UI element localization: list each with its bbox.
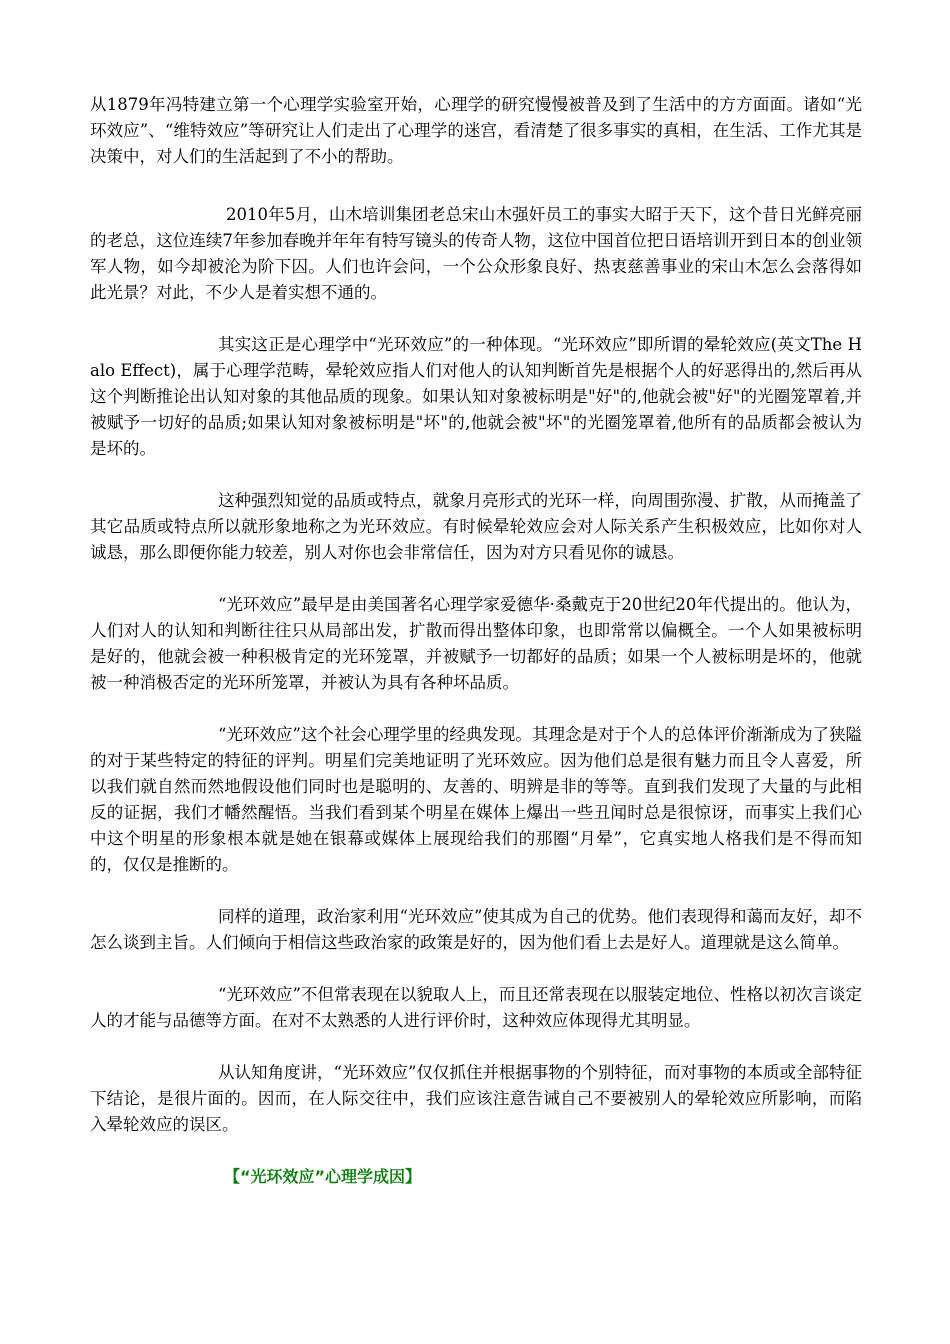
paragraph-halo-definition: 其实这正是心理学中“光环效应”的一种体现。“光环效应”即所谓的晕轮效应(英文The Halo Effect)，属于心理学范畴，晕轮效应指人们对他人的认知判断首先是根据个人的好恶得出的,然后再从这个判断推论出认知对象的其他品质的现象。如果认知对象被标明是"好"的,他就会被"好"的光圈笼罩着,并被赋予一切好的品质;如果认知对象被标明是"坏"的,他就会被"坏"的光圈笼罩着,他所有的品质都会被认为是坏的。	[90, 335, 862, 458]
paragraph-politicians: 同样的道理，政治家利用“光环效应”使其成为自己的优势。他们表现得和蔼而友好，却不怎么谈到主旨。人们倾向于相信这些政治家的政策是好的，因为他们看上去是好人。道理就是这么简单。	[90, 907, 862, 952]
paragraph-song-shanmu: 2010年5月，山木培训集团老总宋山木强奸员工的事实大昭于天下，这个昔日光鲜亮丽的老总，这位连续7年参加春晚并年年有特写镜头的传奇人物，这位中国首位把日语培训开到日本的创业领军人物，如今却被沦为阶下囚。人们也许会问，一个公众形象良好、热衷慈善事业的宋山木怎么会落得如此光景？对此，不少人是着实想不通的。	[90, 205, 862, 302]
paragraph-appearance: “光环效应”不但常表现在以貌取人上，而且还常表现在以服装定地位、性格以初次言谈定人的才能与品德等方面。在对不太熟悉的人进行评价时，这种效应体现得尤其明显。	[90, 985, 862, 1030]
paragraph-moon-halo: 这种强烈知觉的品质或特点，就象月亮形式的光环一样，向周围弥漫、扩散，从而掩盖了其它品质或特点所以就形象地称之为光环效应。有时候晕轮效应会对人际关系产生积极效应，比如你对人诚恳，那么即便你能力较差，别人对你也会非常信任，因为对方只看见你的诚恳。	[90, 491, 862, 562]
paragraph-cognition: 从认知角度讲，“光环效应”仅仅抓住并根据事物的个别特征，而对事物的本质或全部特征下结论，是很片面的。因而，在人际交往中，我们应该注意告诫自己不要被别人的晕轮效应所影响，而陷入晕轮效应的误区。	[90, 1063, 862, 1134]
paragraph-thorndike: “光环效应”最早是由美国著名心理学家爱德华·桑戴克于20世纪20年代提出的。他认为，人们对人的认知和判断往往只从局部出发，扩散而得出整体印象，也即常常以偏概全。一个人如果被标明是好的，他就会被一种积极肯定的光环笼罩，并被赋予一切都好的品质；如果一个人被标明是坏的，他就被一种消极否定的光环所笼罩，并被认为具有各种坏品质。	[90, 595, 862, 692]
paragraph-celebrities: “光环效应”这个社会心理学里的经典发现。其理念是对于个人的总体评价渐渐成为了狭隘的对于某些特定的特征的评判。明星们完美地证明了光环效应。因为他们总是很有魅力而且令人喜爱，所以我们就自然而然地假设他们同时也是聪明的、友善的、明辨是非的等等。直到我们发现了大量的与此相反的证据，我们才幡然醒悟。当我们看到某个明星在媒体上爆出一些丑闻时总是很惊讶，而事实上我们心中这个明星的形象根本就是她在银幕或媒体上展现给我们的那圈“月晕”，它真实地人格我们是不得而知的，仅仅是推断的。	[90, 725, 862, 874]
document-body	[90, 92, 862, 1190]
paragraph-intro: 从1879年冯特建立第一个心理学实验室开始，心理学的研究慢慢被普及到了生活中的方方面面。诸如“光环效应”、“维特效应”等研究让人们走出了心理学的迷宫，看清楚了很多事实的真相，在生活、工作尤其是决策中，对人们的生活起到了不小的帮助。	[90, 95, 862, 166]
section-heading: 【“光环效应”心理学成因】	[224, 1167, 422, 1186]
